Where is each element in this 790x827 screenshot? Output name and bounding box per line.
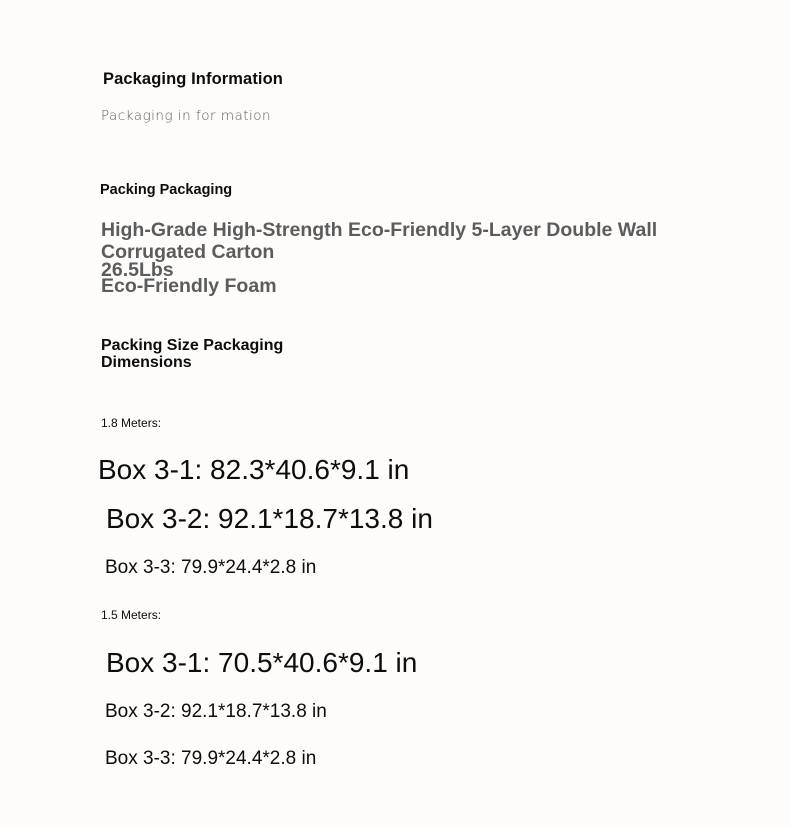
page-subtitle: Packaging in for mation <box>101 108 272 124</box>
packing-size-label: Packing Size Packaging Dimensions <box>101 337 284 371</box>
box-dimension: Box 3-2: 92.1*18.7*13.8 in <box>105 701 327 722</box>
box-dimension: Box 3-1: 70.5*40.6*9.1 in <box>106 647 418 678</box>
size-length-label: 1.8 Meters: <box>101 416 162 430</box>
box-dimension: Box 3-3: 79.9*24.4*2.8 in <box>105 748 317 769</box>
package-weight: 26.5Lbs <box>101 259 174 281</box>
box-dimension: Box 3-2: 92.1*18.7*13.8 in <box>106 503 433 534</box>
foam-material: Eco-Friendly Foam <box>101 275 277 297</box>
box-dimension: Box 3-3: 79.9*24.4*2.8 in <box>105 557 317 578</box>
page-title: Packaging Information <box>103 70 283 88</box>
carton-material: High-Grade High-Strength Eco-Friendly 5-Layer Double Wall Corrugated Carton <box>101 219 658 263</box>
box-dimension: Box 3-1: 82.3*40.6*9.1 in <box>98 454 410 485</box>
size-length-label: 1.5 Meters: <box>101 608 162 622</box>
packing-section-label: Packing Packaging <box>100 182 233 198</box>
